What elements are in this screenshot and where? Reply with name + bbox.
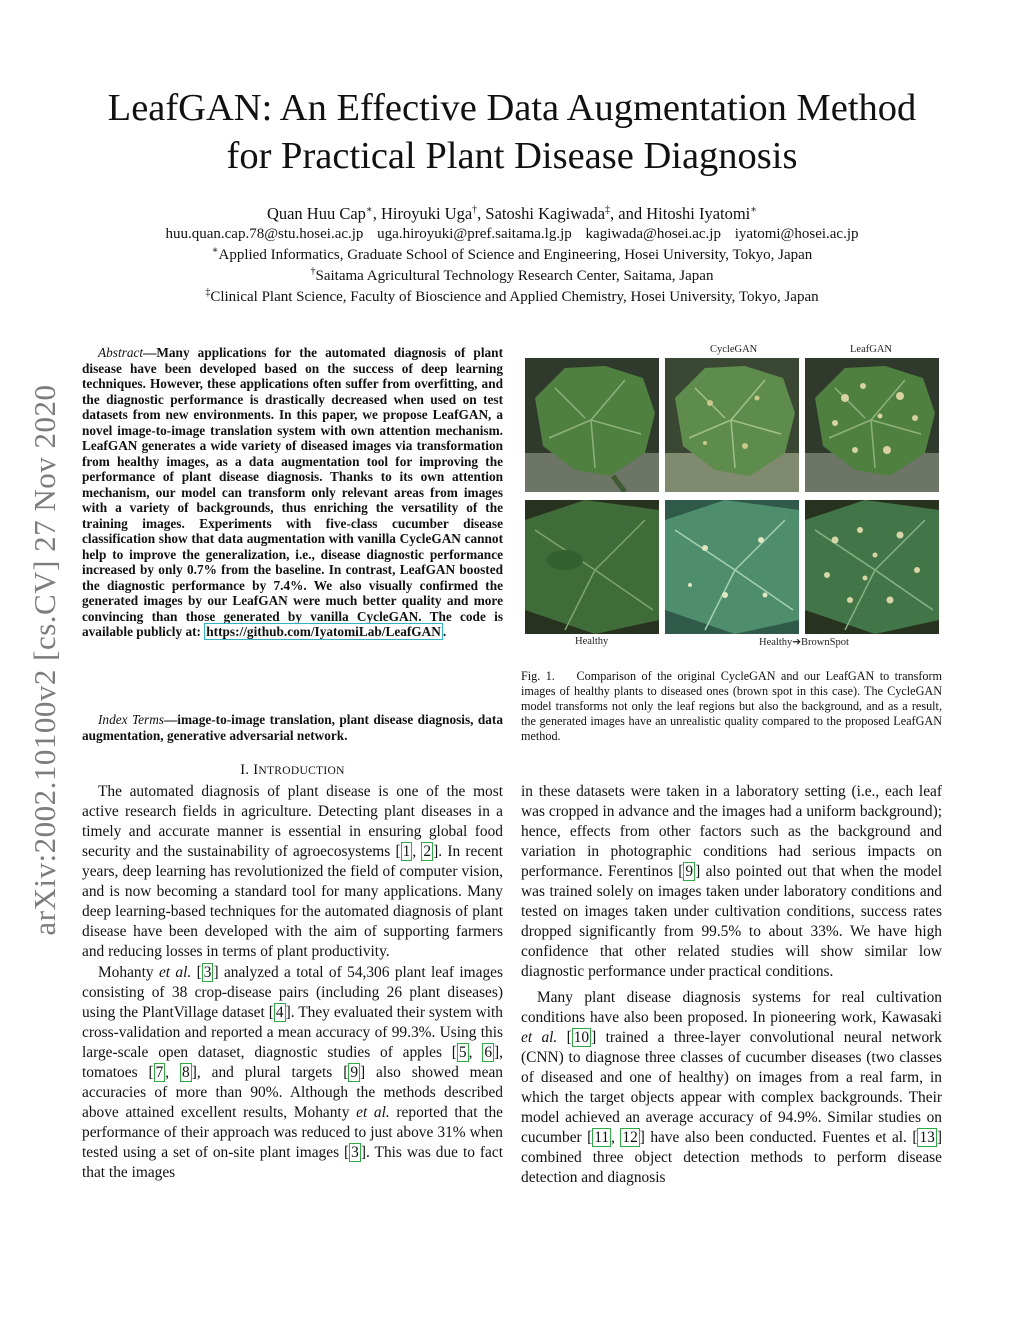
label-healthy-to-brownspot: Healthy➔BrownSpot [759,637,849,648]
image-healthy-2 [525,500,659,634]
cite-6[interactable]: 6 [484,1044,493,1061]
email-2: uga.hiroyuki@pref.saitama.lg.jp [377,226,572,242]
cite-10[interactable]: 10 [573,1029,590,1046]
author-kagiwada: Satoshi Kagiwada [485,204,606,223]
email-4: iyatomi@hosei.ac.jp [734,226,859,242]
index-lead: Index Terms [98,712,164,727]
title-line-1: LeafGAN: An Effective Data Augmentation Method [107,87,917,129]
arxiv-id: arXiv:2002.10100v2 [cs.CV] 27 Nov 2020 [27,384,62,936]
image-healthy-1 [525,358,659,492]
image-leafgan-2 [805,500,939,634]
cite-3b[interactable]: 3 [351,1144,359,1161]
cite-7[interactable]: 7 [155,1064,164,1081]
cite-9[interactable]: 9 [350,1064,359,1081]
author-cap: Quan Huu Cap [266,204,366,223]
aff-mark-ddagger: ‡ [205,287,211,298]
intro-paragraph-1: The automated diagnosis of plant disease is one of the most active research fields in agriculture. Detecting plant diseases in a timely and accurate manner is essential in ensuring global food security and the sustainability of agroecosystems [ 1 , 2 ]. In recent years, deep learning has revolutionized the field of computer vision, and is now becoming a standard tool for many applications. Many deep learning-based techniques for the automated diagnosis of plant disease have been developed with the aim of supporting farmers and reducing losses in terms of plant productivity. [82,783,503,960]
cite-5[interactable]: 5 [458,1044,467,1061]
intro-paragraph-4: Many plant disease diagnosis systems for real cultivation conditions have also been proposed. In pioneering work, Kawasaki et al. [ 10 ] trained a three-layer convolutional neural network (CNN) to diagnose three classes of cucumber diseases (two classes of diseased and one of healthy) on images from a real farm, in which the target objects appear with complex backgrounds. Their model achieved an average accuracy of 94.9%. Similar studies on cucumber [ 11 , 12 ] have also been conducted. Fuentes et al. [ 13 ] combined three object detection methods to perform disease detection and diagnosis [521,989,942,1186]
cite-12[interactable]: 12 [622,1129,638,1146]
cite-3[interactable]: 3 [203,964,212,981]
mark-star: ∗ [365,204,373,216]
intro-right-column [521,782,942,1188]
aff-mark-dagger: † [310,266,316,277]
affiliation-1: ∗Applied Informatics, Graduate School of Science and Engineering, Hosei University, Tokyo, Japan [211,245,813,263]
section-heading-introduction: I. INTRODUCTION [240,762,345,778]
index-text: —image-to-image translation, plant disease diagnosis, data augmentation, generative adversarial network. [82,712,503,743]
abstract-text: —Many applications for the automated diagnosis of plant disease have been developed based on the success of deep learning techniques. However, these applications often suffer from overfitting, and the diagnostic performance is drastically decreased when used on test datasets from new environments. In this paper, we propose LeafGAN, a novel image-to-image translation system with own attention mechanism. LeafGAN generates a wide variety of diseased images via transformation from healthy images, as a data augmentation tool for improving the performance of plant disease diagnosis. Thanks to its own attention mechanism, our model can transform only relevant areas from images with a variety of backgrounds, thus enriching the versatility of the training images. Experiments with five-class cucumber disease classification show that data augmentation with vanilla CycleGAN cannot help to improve the generalization, i.e., disease diagnostic performance increased by only 0.7% from the baseline. In contrast, LeafGAN boosted the diagnostic performance by 7.4%. We also visually confirmed the generated images by our LeafGAN were much better quality and more convincing than those generated by vanilla CycleGAN. The code is available publicly at: [82,345,503,639]
mark-star-2: ∗ [750,204,758,216]
mark-ddagger: ‡ [605,204,611,216]
caption-text: Comparison of the original CycleGAN and our LeafGAN to transform images of healthy plants to diseased ones (brown spot in this case). The CycleGAN model transforms not only the leaf regions but also the background, and as a result, the generated images have an unrealistic quality compared to the proposed LeafGAN method. [521,669,943,743]
abstract: Abstract—Many applications for the automated diagnosis of plant disease have been developed based on the success of deep learning techniques. However, these applications often suffer from overfitting, and the diagnostic performance is drastically decreased when used on test datasets from new environments. In this paper, we propose LeafGAN, a novel image-to-image translation system with own attention mechanism. LeafGAN generates a wide variety of diseased images via transformation from healthy images, as a data augmentation tool for improving the performance of plant disease diagnosis. Thanks to its own attention mechanism, our model can transform only relevant areas from images with a variety of backgrounds, thus enriching the versatility of the training images. Experiments with five-class cucumber disease classification show that data augmentation with vanilla CycleGAN cannot help to improve the generalization, i.e., disease diagnostic performance increased by only 0.7% from the baseline. In contrast, LeafGAN boosted the diagnostic performance by 7.4%. We also visually confirmed the generated images by our LeafGAN were much better quality and more convincing than those generated by vanilla CycleGAN. The code is available publicly at: https://github.com/IyatomiLab/LeafGAN . [82,345,503,639]
figure-1 [521,344,942,654]
cite-1[interactable]: 1 [402,843,411,860]
index-terms [82,712,503,743]
cite-8[interactable]: 8 [182,1064,190,1081]
abstract-lead: Abstract [98,345,144,360]
image-cyclegan-1 [665,358,799,492]
figure-1-caption [521,669,942,744]
email-3: kagiwada@hosei.ac.jp [585,226,721,242]
mark-dagger: † [472,204,478,216]
code-link[interactable]: https://github.com/IyatomiLab/LeafGAN [206,624,441,639]
intro-paragraph-2: Mohanty et al. [ 3 ] analyzed a total of 54,306 plant leaf images consisting of 38 crop-disease pairs (including 26 plant diseases) using the PlantVillage dataset [ 4 ]. They evaluated their system with cross-validation and reported a mean accuracy of 99.3%. Using this large-scale open dataset, diagnostic studies of apples [ 5 , 6 ], tomatoes [ 7 , 8 ], and plural targets [ 9 ] also showed mean accuracies of more than 90%. Although the methods described above attained excellent results, Mohanty et al. reported that the performance of their approach was reduced to just above 31% when tested using a set of on-site plant images [ 3 ]. This was due to fact that the images [82,964,503,1181]
email-1: huu.quan.cap.78@stu.hosei.ac.jp [165,226,364,242]
cite-4[interactable]: 4 [275,1004,284,1021]
image-cyclegan-2 [665,500,799,634]
label-healthy: Healthy [575,636,609,647]
caption-number: Fig. 1. [521,669,555,683]
paper-title [60,84,964,180]
image-leafgan-1 [805,358,939,492]
author-list: Quan Huu Cap∗, Hiroyuki Uga†, Satoshi Kagiwada‡, and Hitoshi Iyatomi∗ [266,204,758,223]
affiliation-2: †Saitama Agricultural Technology Research Center, Saitama, Japan [310,266,714,284]
author-uga: Hiroyuki Uga [380,204,473,223]
intro-left-column [82,782,503,1183]
affiliation-3: ‡Clinical Plant Science, Faculty of Bioscience and Applied Chemistry, Hosei University, Tokyo, Japan [205,287,819,305]
cite-9-right[interactable]: 9 [685,863,694,880]
intro-paragraph-3: in these datasets were taken in a laboratory setting (i.e., each leaf was cropped in advance and the images had a uniform background); hence, effects from other factors such as the background and variation in photographic conditions had serious impacts on performance. Ferentinos [ 9 ] also pointed out that when the model was trained solely on images taken under laboratory conditions and tested on images taken under cultivation conditions, success rates dropped significantly from 99.5% to about 33%. We have high confidence that other related studies will show similar low diagnostic performance under practical conditions. [521,783,942,980]
cite-2[interactable]: 2 [423,843,432,860]
label-cyclegan: CycleGAN [710,344,758,355]
author-iyatomi: and Hitoshi Iyatomi [618,204,751,223]
arxiv-sidebar [28,340,62,980]
label-leafgan: LeafGAN [850,344,892,355]
cite-11[interactable]: 11 [594,1129,610,1146]
email-list [60,224,964,244]
cite-13[interactable]: 13 [919,1129,935,1146]
title-line-2: for Practical Plant Disease Diagnosis [226,135,798,177]
aff-mark-star: ∗ [211,245,219,256]
